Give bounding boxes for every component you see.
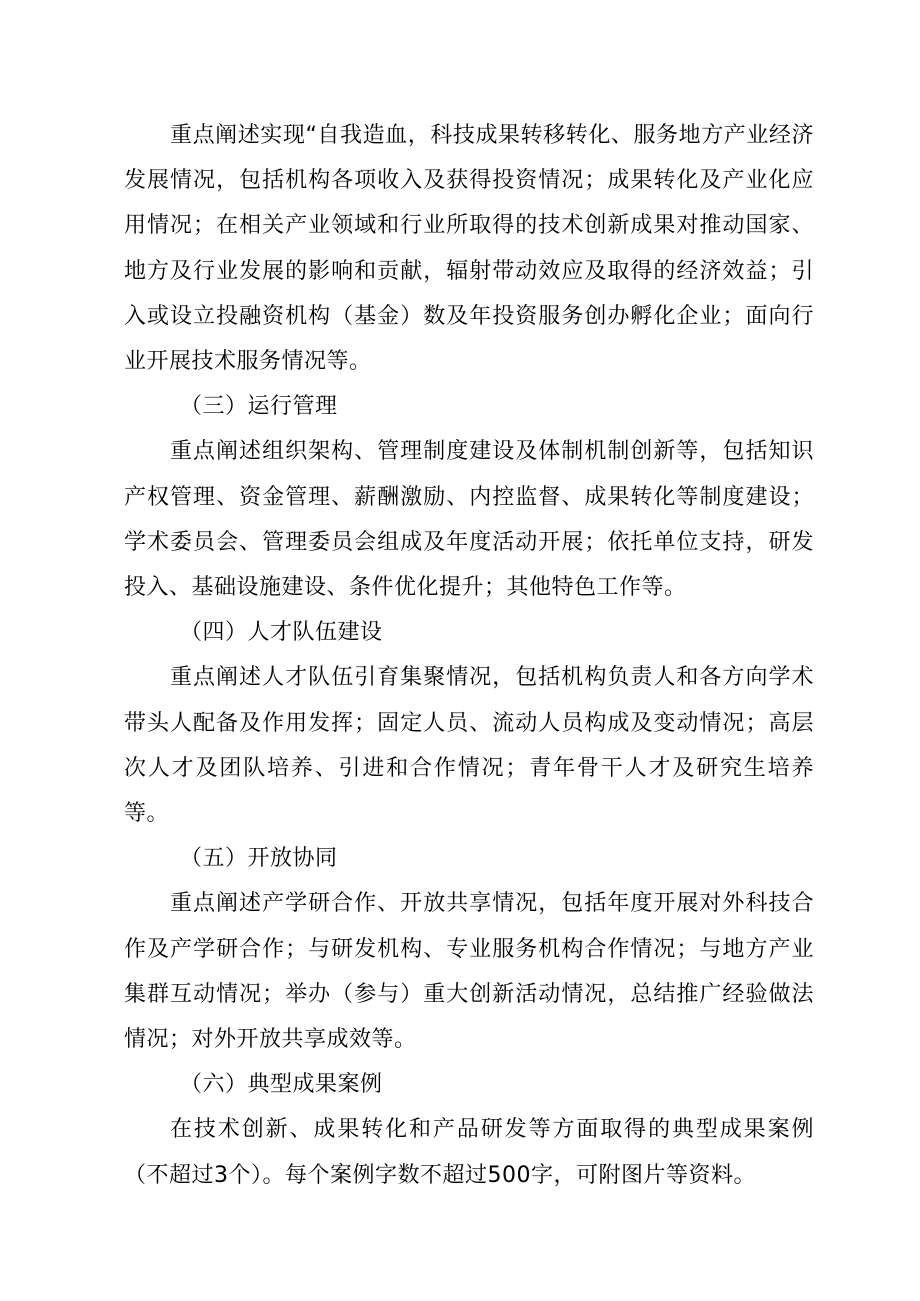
section-heading-operation-management: （三）运行管理 <box>180 394 338 420</box>
document-body <box>124 113 814 1198</box>
paragraph-open-collaboration: 重点阐述产学研合作、开放共享情况，包括年度开展对外科技合作及产学研合作；与研发机构、专业服务机构合作情况；与地方产业集群互动情况；举办（参与）重大创新活动情况，总结推广经验做法情况；对外开放共享成效等。 <box>124 891 814 1053</box>
section-heading-typical-cases: （六）典型成果案例 <box>180 1072 383 1098</box>
section-heading-talent-team: （四）人才队伍建设 <box>180 620 383 646</box>
paragraph-economic-development: 重点阐述实现“自我造血，科技成果转移转化、服务地方产业经济发展情况，包括机构各项收入及获得投资情况；成果转化及产业化应用情况；在相关产业领域和行业所取得的技术创新成果对推动国家、地方及行业发展的影响和贡献，辐射带动效应及取得的经济效益；引入或设立投融资机构（基金）数及年投资服务创办孵化企业；面向行业开展技术服务情况等。 <box>124 123 814 375</box>
paragraph-typical-cases: 在技术创新、成果转化和产品研发等方面取得的典型成果案例（不超过3个）。每个案例字数不超过500字，可附图片等资料。 <box>124 1117 814 1188</box>
paragraph-operation-management: 重点阐述组织架构、管理制度建设及体制机制创新等，包括知识产权管理、资金管理、薪酬激励、内控监督、成果转化等制度建设；学术委员会、管理委员会组成及年度活动开展；依托单位支持，研发投入、基础设施建设、条件优化提升；其他特色工作等。 <box>124 439 814 601</box>
section-heading-open-collaboration: （五）开放协同 <box>180 846 338 872</box>
paragraph-talent-team: 重点阐述人才队伍引育集聚情况，包括机构负责人和各方向学术带头人配备及作用发挥；固定人员、流动人员构成及变动情况；高层次人才及团队培养、引进和合作情况；青年骨干人才及研究生培养等。 <box>124 665 814 827</box>
